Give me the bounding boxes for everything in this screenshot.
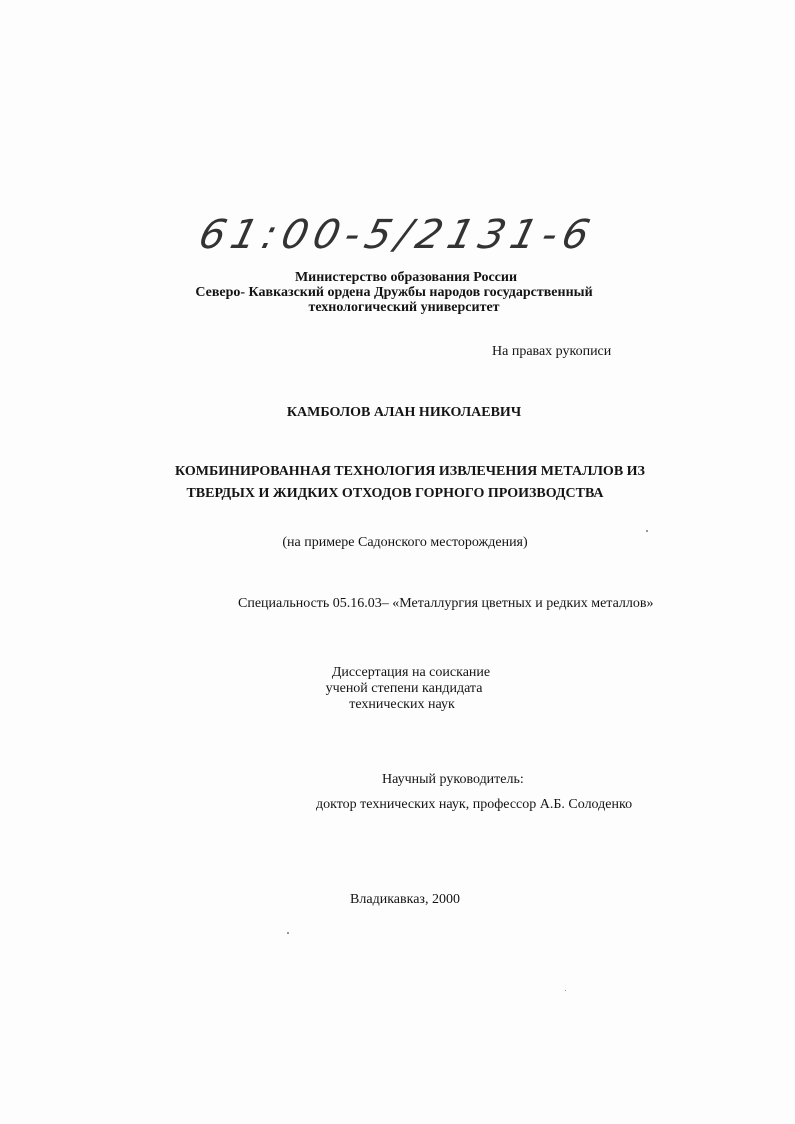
dissertation-line3: технических наук <box>349 697 455 712</box>
handwritten-catalog-number: 61:00-5/2131-6 <box>194 212 601 258</box>
place-year: Владикавказ, 2000 <box>350 892 460 907</box>
dissertation-line1: Диссертация на соискание <box>331 665 491 680</box>
supervisor-label: Научный руководитель: <box>382 772 524 787</box>
university-name-line1: Северо- Кавказский ордена Дружбы народов государственный <box>195 285 593 300</box>
supervisor-name: доктор технических наук, профессор А.Б. Солоденко <box>316 797 633 812</box>
author-name: КАМБОЛОВ АЛАН НИКОЛАЕВИЧ <box>286 405 522 420</box>
ministry-name: Министерство образования России <box>294 270 518 285</box>
scan-speck <box>565 990 566 991</box>
dissertation-line2: ученой степени кандидата <box>325 681 483 696</box>
scan-speck <box>646 530 648 532</box>
subtitle: (на примере Садонского месторождения) <box>282 535 528 550</box>
scan-speck <box>287 932 289 934</box>
university-name-line2: технологический университет <box>308 300 500 315</box>
rights-note: На правах рукописи <box>492 344 612 359</box>
specialty: Специальность 05.16.03– «Металлургия цветных и редких металлов» <box>238 596 654 611</box>
title-line1: КОМБИНИРОВАННАЯ ТЕХНОЛОГИЯ ИЗВЛЕЧЕНИЯ МЕТАЛЛОВ ИЗ <box>175 464 645 479</box>
title-line2: ТВЕРДЫХ И ЖИДКИХ ОТХОДОВ ГОРНОГО ПРОИЗВОДСТВА <box>186 486 604 501</box>
